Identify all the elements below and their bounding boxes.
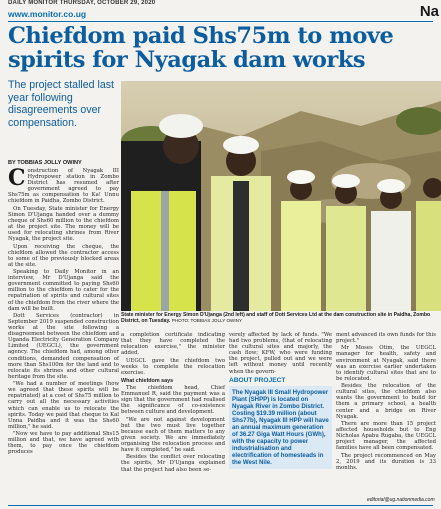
byline: BY TOBBIAS JOLLY OWINY (8, 160, 82, 166)
paragraph: "We had a number of meetings (how we agreed that these spirits will be repatriated) at a cost of Shs75 million to carry out all the necessary activities which can enable us to relocate the spirits. Today we paid that cheque to Kal Unna Paidha and it was the Shs60 million," he said. (8, 381, 119, 430)
corner-section-tag: Na (419, 3, 439, 20)
drop-cap: C (8, 165, 26, 191)
paragraph: "Now we have to pay additional Shs15 million and that, we have agreed with them, to pay once the chiefdom produces (8, 431, 119, 456)
masthead-line (0, 0, 441, 8)
body-column-1 (8, 165, 119, 457)
footer-rule (8, 505, 433, 506)
header-rule (8, 21, 433, 22)
body-column-3 (229, 332, 332, 469)
paragraph: There are more than 15 project affected households but to Eng Nicholas Apabu Rugaba, the UEGCL project manager, the affected families have all been compensated. (336, 420, 436, 452)
paragraph: a completion certificate indicating that they have completed the relocation exercise," the minister added. (121, 332, 225, 357)
paragraph: Besides the conflict over relocating the spirits, Mr D'Ujanga explained that the project had also been se- (121, 454, 225, 473)
headline: Chiefdom paid Shs75m to move spirits for Nyagak dam works (8, 23, 394, 73)
photo-credit: PHOTO: TOBBIAS JOLLY OWINY (171, 318, 243, 323)
paragraph: Speaking to Daily Monitor in an interview, Mr D'Ujanga said the government committed to paying Shs60 million to the chiefdom to cater for the repatriation of spirits and cultural sites of the chiefdom from the river where the dam will be built. (8, 269, 119, 312)
paragraph: ment advanced its own funds for this project." (336, 332, 436, 345)
site-url[interactable]: www.monitor.co.ug (8, 9, 87, 19)
paragraph: On Tuesday, State minister for Energy Simon D'Ujanga handed over a dummy cheque of Shs60 million to the chiefdom at the project site. The money will be used for relocating shrines from River Nyagak, the project site. (8, 205, 119, 243)
body-column-2 (121, 332, 225, 474)
caption-text: State minister for Energy Simon D'Ujanga (2nd left) and staff of Dott Services Ltd at the dam construction site in Paidha, Zombo District, on Tuesday. (121, 312, 431, 324)
paragraph: "We are not against development but the two must live together because each of them matters to any given society. We are immediately organising the relocation process and have it completed," he said. (121, 416, 225, 454)
article-photo (121, 81, 441, 311)
construction-site-photo (121, 81, 441, 311)
about-project-title: ABOUT PROJECT (229, 376, 286, 384)
paragraph: The project recommenced on May 2, 2019 and its duration is 33 months. (336, 452, 436, 471)
about-project-box: The Nyagak III Small Hydropower Plant (SHPP) is located on Nyagak River in Zombo District. Costing $19.39 million (about Shs77b), Nyagak III HPP will have an annual maximum generation of 36.27 Giga Watt Hours (GWh), with the capacity to power industrialisation and electrification of homesteads in the West Nile. (229, 386, 332, 469)
body-column-4 (336, 332, 436, 472)
paragraph: The chiefdom head, Chief Emmanuel R, said the payment was a sign that the government had realised the significance of co-existence between culture and development. (121, 384, 225, 416)
subheading: What chiefdom says (121, 377, 174, 384)
paragraph: Besides the relocation of the cultural sites, the chiefdom also wants the government to build for them a primary school, a health center and a bridge on River Nyagak. (336, 383, 436, 420)
paragraph: Upon receiving the cheque, the chiefdom allowed the contractor access to some of the previously blocked areas at the site. (8, 243, 119, 268)
standfirst: The project stalled last year following disagreements over compensation. (8, 79, 114, 129)
lead-paragraph: Construction of Nyagak III Hydropower station in Zombo District has resumed after government agreed to pay Shs75m as compensation to Ka! Unnu chiefdom in Paidha, Zombo District. (8, 165, 119, 205)
masthead-text: DAILY MONITOR THURSDAY, OCTOBER 29, 2020 (8, 0, 156, 6)
paragraph: verely affected by lack of funds. "We had two problems, (that of relocating the cultural sites and majorly, the cash flow; KFW, who were funding the project, pulled out and we were left without money until recently when the govern- (229, 332, 332, 375)
editorial-email[interactable]: editorial@ug.nationmedia.com (367, 497, 435, 503)
paragraph: Mr Moses Otim, the UEGCL manager for health, safety and environment at Nyagak, said there was an exercise earlier undertaken to identify cultural sites that are to be relocated. (336, 345, 436, 382)
paragraph: Dott Services (contractor) in September 2019 suspended construction works at the site following a disagreement between the chiefdom and Uganda Electricity Generation Company Limited (UEGCL), the government agency. The chiefdom had, among other conditions, demanded compensation of more than Shs100m for the land and to relocate its shrines and other cultural heritage from the site. (8, 312, 119, 380)
paragraph: UEGCL gave the chiefdom two weeks to complete the relocation exercise. (121, 357, 225, 376)
photo-caption (121, 312, 437, 324)
